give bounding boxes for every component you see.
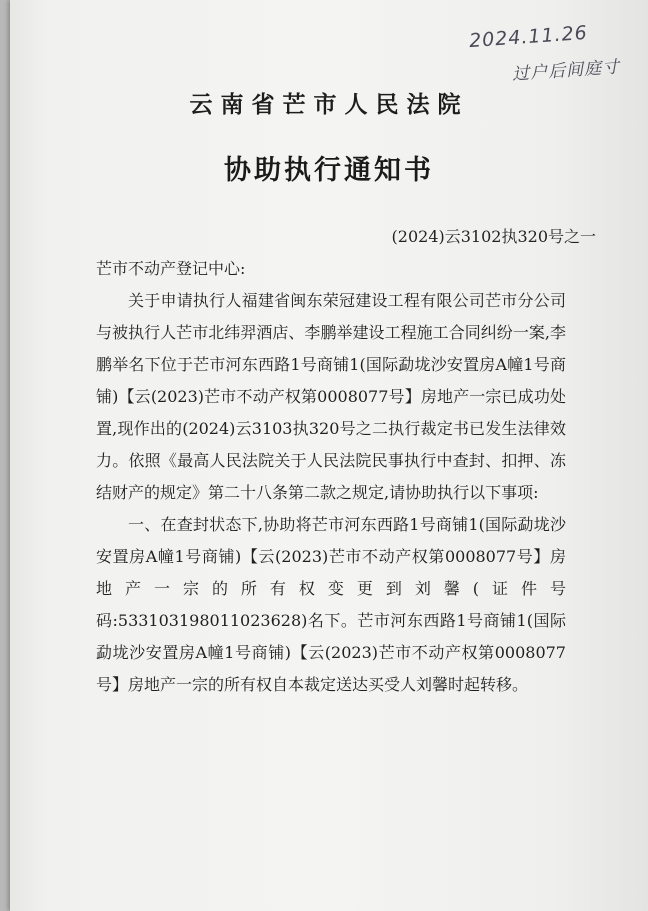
document-body: [96, 253, 566, 701]
paragraph-main: 关于申请执行人福建省闽东荣冠建设工程有限公司芒市分公司与被执行人芒市北纬羿酒店、李鹏举建设工程施工合同纠纷一案,李鹏举名下位于芒市河东西路1号商铺1(国际勐垅沙安置房A幢1号商铺)【云(2023)芒市不动产权第0008077号】房地产一宗已成功处置,现作出的(2024)云3103执320号之二执行裁定书已发生法律效力。依照《最高人民法院关于人民法院民事执行中查封、扣押、冻结财产的规定》第二十八条第二款之规定,请协助执行以下事项:: [96, 291, 566, 502]
paragraph-item-one: 一、在查封状态下,协助将芒市河东西路1号商铺1(国际勐垅沙安置房A幢1号商铺)【云(2023)芒市不动产权第0008077号】房地产一宗的所有权变更到刘馨(证件号码:533103198011023628)名下。芒市河东西路1号商铺1(国际勐垅沙安置房A幢1号商铺)【云(2023)芒市不动产权第0008077号】房地产一宗的所有权自本裁定送达买受人刘馨时起转移。: [96, 515, 566, 694]
case-number: (2024)云3102执320号之一: [391, 227, 596, 246]
court-name: 云南省芒市人民法院: [189, 92, 469, 118]
handwritten-date: 2024.11.26: [468, 21, 589, 53]
addressee: 芒市不动产登记中心:: [96, 259, 246, 278]
handwritten-note: 过户后间庭寸: [511, 57, 621, 85]
document-title: 协助执行通知书: [224, 155, 434, 186]
document-page: [10, 0, 648, 911]
